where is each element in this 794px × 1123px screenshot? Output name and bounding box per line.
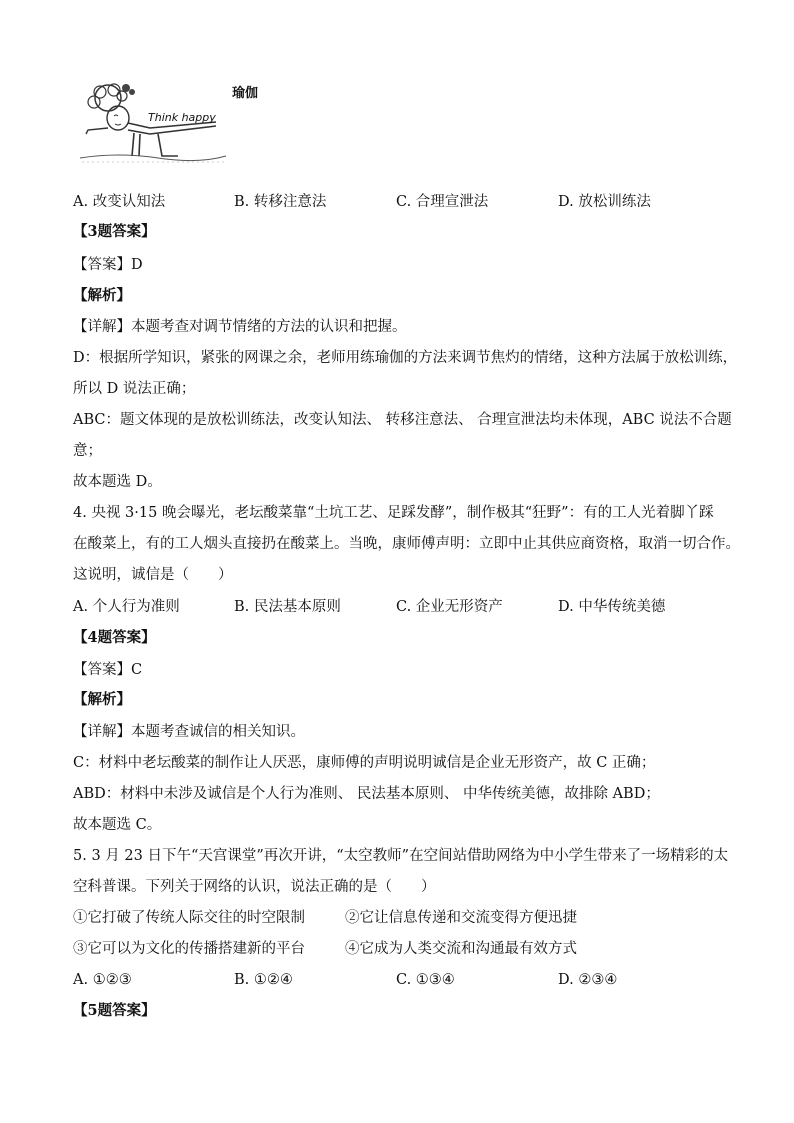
q3-analysis-label: 【解析】 [73,287,131,304]
q3-option-a: A. 改变认知法 [73,194,166,210]
yoga-illustration [78,78,228,170]
q5-statement-2: ②它让信息传递和交流变得方便迅捷 [345,910,577,926]
q4-option-b: B. 民法基本原则 [234,599,341,615]
q5-answer-header: 【5题答案】 [73,1002,156,1019]
q3-option-b: B. 转移注意法 [234,194,327,210]
q4-option-d: D. 中华传统美德 [558,599,666,615]
q4-option-a: A. 个人行为准则 [73,599,180,615]
q5-option-b: B. ①②④ [234,972,293,988]
q5-option-a: A. ①②③ [73,972,132,988]
q4-answer-header: 【4题答案】 [73,629,156,646]
q4-stem-line2: 在酸菜上，有的工人烟头直接扔在酸菜上。当晚，康师傅声明：立即中止其供应商资格，取消一切合作。 [73,536,740,552]
figure-caption: 瑜伽 [232,86,259,101]
q3-d-explanation-line1: D：根据所学知识，紧张的网课之余，老师用练瑜伽的方法来调节焦灼的情绪，这种方法属于放松训练， [73,350,738,366]
q3-detail: 【详解】本题考查对调节情绪的方法的认识和把握。 [73,319,407,335]
q5-option-d: D. ②③④ [558,972,618,988]
q5-statement-4: ④它成为人类交流和沟通最有效方式 [345,941,577,957]
q3-option-c: C. 合理宣泄法 [396,194,489,210]
q4-c-explanation: C：材料中老坛酸菜的制作让人厌恶，康师傅的声明说明诚信是企业无形资产，故 C 正确； [73,755,656,771]
q3-d-explanation-line2: 所以 D 说法正确； [73,381,196,397]
q3-abc-explanation-line2: 意； [73,443,102,459]
q3-option-d: D. 放松训练法 [558,194,651,210]
q5-statement-3: ③它可以为文化的传播搭建新的平台 [73,941,305,957]
q4-detail: 【详解】本题考查诚信的相关知识。 [73,724,305,740]
yoga-figure-inner-text: Think happy [148,111,216,124]
q4-option-c: C. 企业无形资产 [396,599,503,615]
q3-abc-explanation-line1: ABC：题文体现的是放松训练法，改变认知法、 转移注意法、 合理宣泄法均未体现，ABC 说法不合题 [73,412,732,428]
q5-statement-1: ①它打破了传统人际交往的时空限制 [73,910,305,926]
q4-conclusion: 故本题选 C。 [73,817,162,833]
q5-stem-line2: 空科普课。下列关于网络的认识，说法正确的是（ ） [73,879,436,895]
q4-analysis-label: 【解析】 [73,691,131,708]
q3-answer-header: 【3题答案】 [73,223,156,240]
q4-stem-line3: 这说明，诚信是（ ） [73,567,233,583]
q5-stem-line1: 5. 3 月 23 日下午“天宫课堂”再次开讲，“太空教师”在空间站借助网络为中小学生带来了一场精彩的太 [73,848,729,864]
q4-abd-explanation: ABD：材料中未涉及诚信是个人行为准则、 民法基本原则、 中华传统美德，故排除 ABD； [73,786,660,802]
q4-answer: 【答案】C [73,662,143,678]
q3-conclusion: 故本题选 D。 [73,474,162,490]
q5-option-c: C. ①③④ [396,972,455,988]
q4-stem-line1: 4. 央视 3·15 晚会曝光，老坛酸菜靠“土坑工艺、足踩发酵”，制作极其“狂野”：有的工人光着脚丫踩 [73,505,714,521]
yoga-figure-image [78,78,228,170]
q3-answer: 【答案】D [73,257,143,273]
